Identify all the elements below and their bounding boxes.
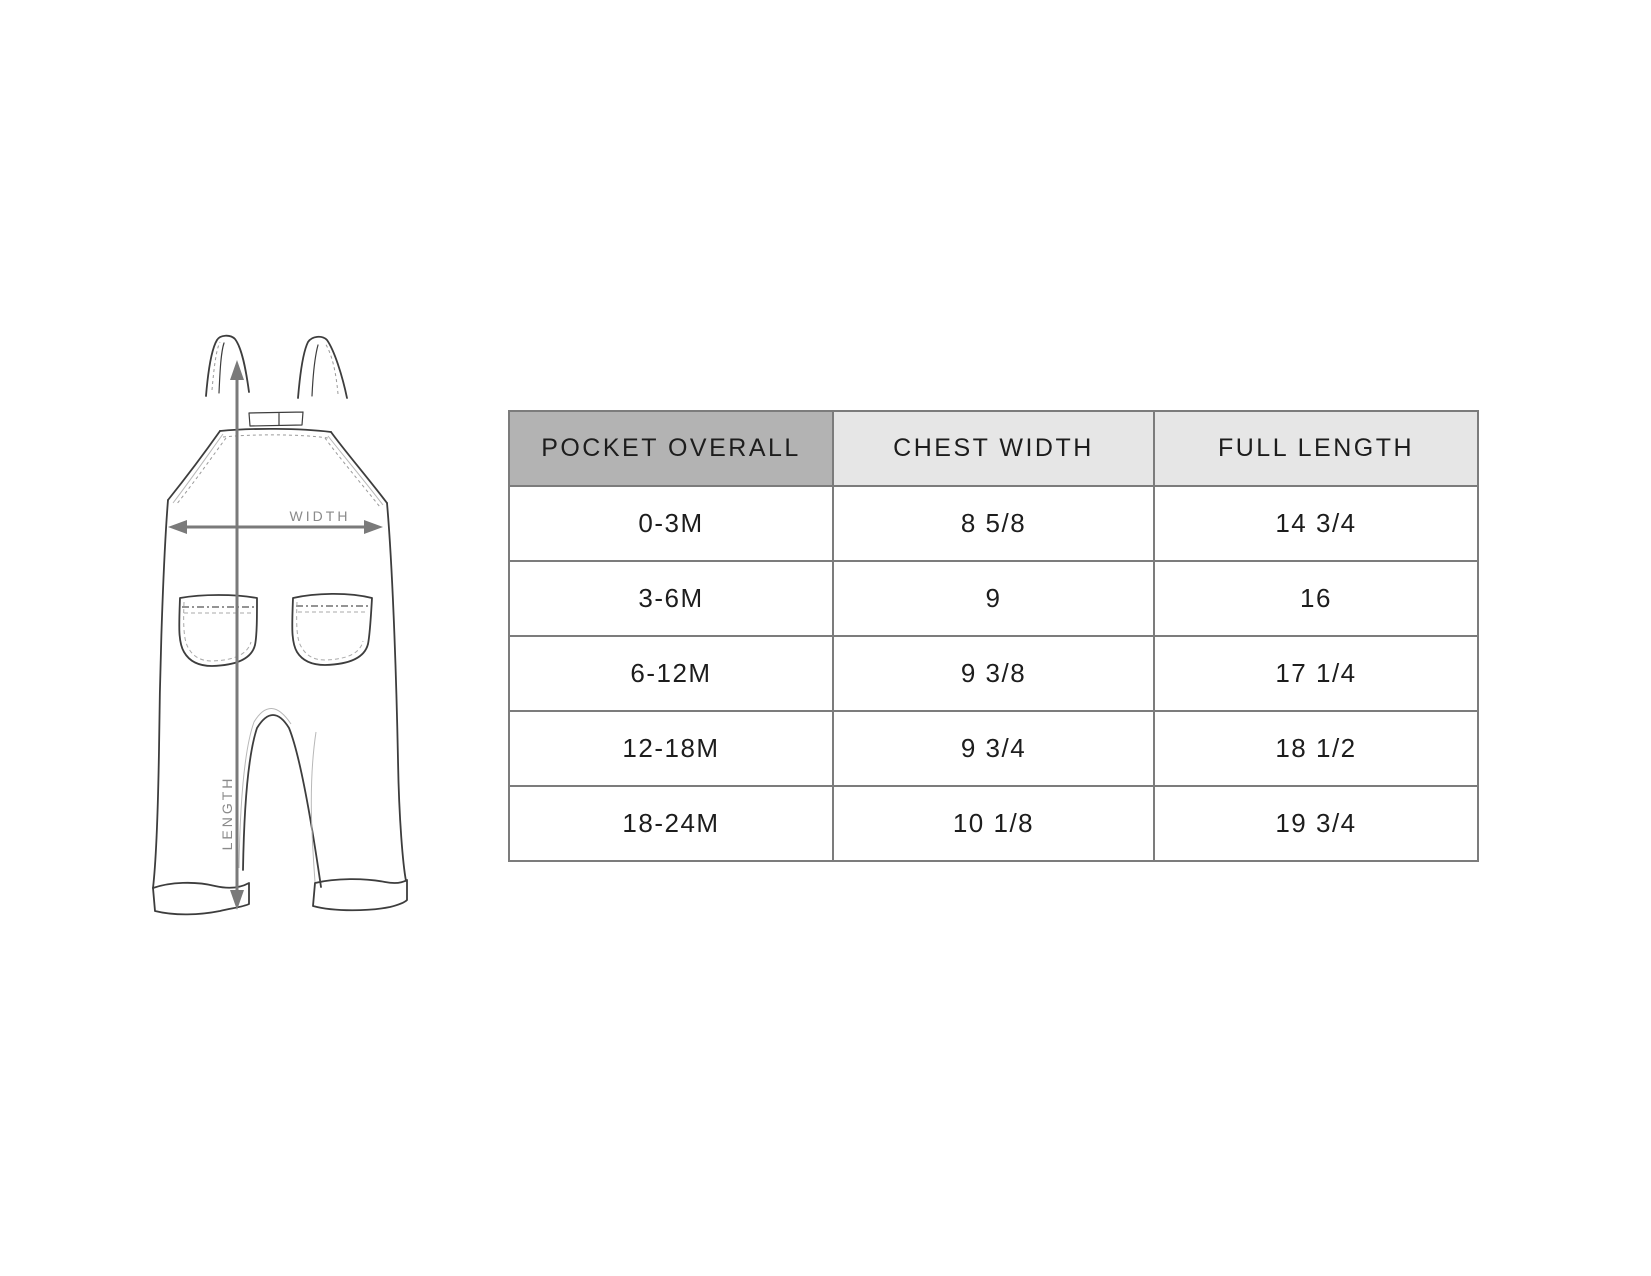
width-dimension <box>168 508 383 534</box>
arrowhead-right-icon <box>364 520 383 534</box>
length-label: LENGTH <box>219 775 235 851</box>
left-pocket <box>179 595 257 666</box>
column-header-pocket-overall: POCKET OVERALL <box>509 411 833 486</box>
full-length-cell: 18 1/2 <box>1154 711 1478 786</box>
table-row <box>509 561 1478 636</box>
width-label: WIDTH <box>289 508 351 524</box>
chest-width-cell: 9 <box>833 561 1154 636</box>
back-band <box>249 412 303 426</box>
right-cuff <box>313 879 407 910</box>
right-armhole <box>331 432 387 503</box>
column-header-chest-width: CHEST WIDTH <box>833 411 1154 486</box>
right-side-seam <box>387 503 406 881</box>
table-row <box>509 636 1478 711</box>
overall-sketch <box>140 330 440 930</box>
column-header-full-length: FULL LENGTH <box>1154 411 1478 486</box>
size-cell: 3-6M <box>509 561 833 636</box>
size-cell: 6-12M <box>509 636 833 711</box>
table-header-row <box>509 411 1478 486</box>
arrowhead-left-icon <box>168 520 187 534</box>
full-length-cell: 19 3/4 <box>1154 786 1478 861</box>
full-length-cell: 16 <box>1154 561 1478 636</box>
size-cell: 0-3M <box>509 486 833 561</box>
table-row <box>509 486 1478 561</box>
chest-width-cell: 10 1/8 <box>833 786 1154 861</box>
table-row <box>509 711 1478 786</box>
size-cell: 18-24M <box>509 786 833 861</box>
table-row <box>509 786 1478 861</box>
chest-width-cell: 9 3/8 <box>833 636 1154 711</box>
right-strap <box>298 337 347 398</box>
full-length-cell: 17 1/4 <box>1154 636 1478 711</box>
chest-width-cell: 8 5/8 <box>833 486 1154 561</box>
left-armhole <box>168 431 220 500</box>
arrowhead-up-icon <box>230 360 244 380</box>
full-length-cell: 14 3/4 <box>1154 486 1478 561</box>
size-cell: 12-18M <box>509 711 833 786</box>
chest-width-cell: 9 3/4 <box>833 711 1154 786</box>
size-table <box>508 410 1479 862</box>
right-pocket <box>292 594 372 665</box>
crotch-curve <box>243 715 321 887</box>
left-side-seam <box>153 500 168 888</box>
